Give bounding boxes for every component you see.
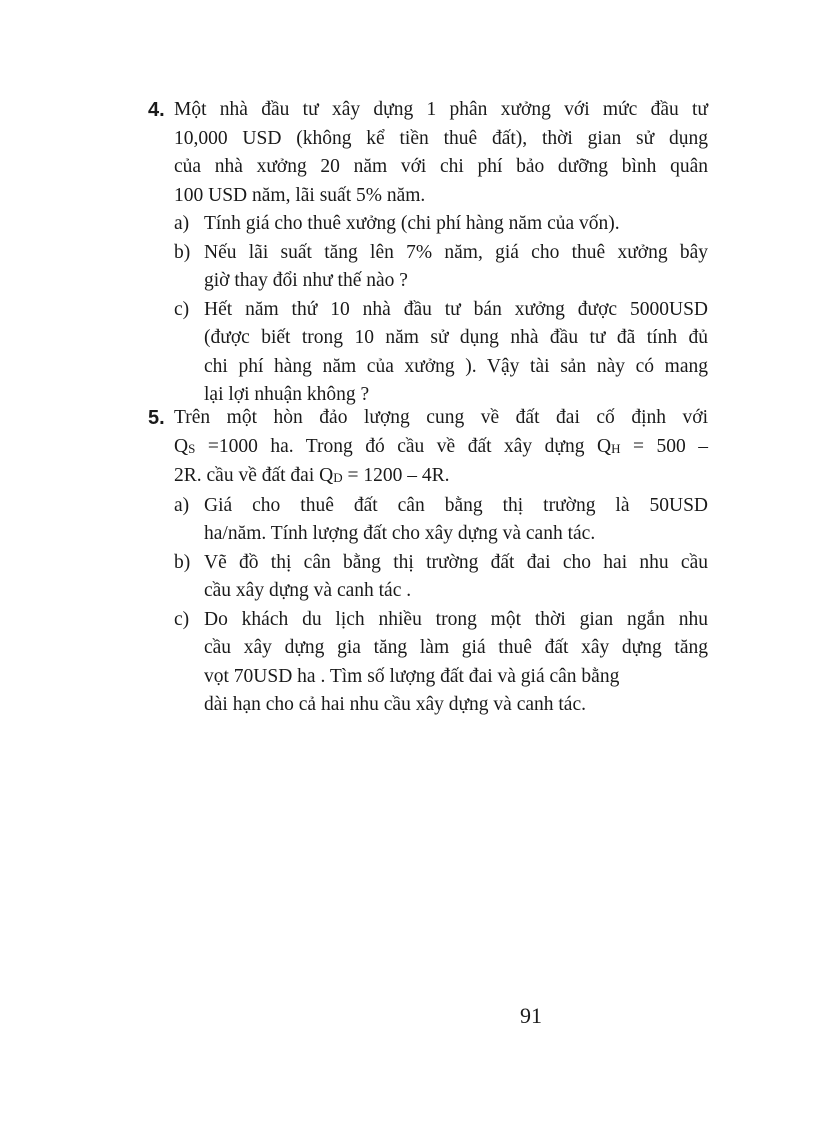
text-line: (được biết trong 10 năm sử dụng nhà đầu tư đã tính đủ xyxy=(204,327,708,348)
text-line: Vẽ đồ thị cân bằng thị trường đất đai cho hai nhu cầu xyxy=(204,551,708,573)
text-line: của nhà xưởng 20 năm với chi phí bảo dưỡng bình quân xyxy=(174,156,708,177)
text-line: dài hạn cho cả hai nhu cầu xây dựng và canh tác. xyxy=(204,694,586,715)
text-line: lại lợi nhuận không ? xyxy=(204,384,370,405)
problem-number: 5. xyxy=(148,407,165,429)
text-line: Tính giá cho thuê xưởng (chi phí hàng năm của vốn). xyxy=(204,213,620,234)
subscript-s: S xyxy=(188,440,196,456)
problem-5-statement xyxy=(148,404,708,492)
text-line: vọt 70USD ha . Tìm số lượng đất đai và giá cân bằng xyxy=(204,665,620,687)
part-label: c) xyxy=(174,298,190,320)
problem-4-part-a xyxy=(148,210,708,239)
text-line: cầu xây dựng gia tăng làm giá thuê đất xây dựng tăng xyxy=(204,637,708,658)
text-line: cầu xây dựng và canh tác . xyxy=(204,580,412,601)
subscript-d: D xyxy=(333,470,343,485)
part-label: b) xyxy=(174,551,191,573)
problem-4-statement xyxy=(148,96,708,210)
problem-5-part-a xyxy=(148,492,708,549)
text-line: Do khách du lịch nhiều trong một thời gian ngắn nhu xyxy=(204,608,708,630)
page-number: 91 xyxy=(520,1003,542,1028)
text-line: Hết năm thứ 10 nhà đầu tư bán xưởng được 5000USD xyxy=(204,298,708,320)
text-fragment: Q xyxy=(174,435,189,457)
text-line: 10,000 USD (không kể tiền thuê đất), thời gian sử dụng xyxy=(174,127,708,149)
part-label: c) xyxy=(174,608,190,630)
problem-5 xyxy=(148,404,708,720)
subscript-h: H xyxy=(611,440,621,456)
text-fragment: = 500 – xyxy=(620,435,708,457)
text-fragment: =1000 ha. Trong đó cầu về đất xây dựng Q xyxy=(195,435,612,457)
problem-4 xyxy=(148,96,708,410)
text-line: Giá cho thuê đất cân bằng thị trường là 50USD xyxy=(204,494,708,516)
text-fragment: 2R. cầu về đất đai Q xyxy=(174,465,334,486)
text-line: chi phí hàng năm của xưởng ). Vậy tài sản này có mang xyxy=(204,355,708,377)
part-label: b) xyxy=(174,241,191,263)
problem-5-part-c xyxy=(148,606,708,720)
text-line: Một nhà đầu tư xây dựng 1 phân xưởng với mức đầu tư xyxy=(174,99,708,120)
text-line: giờ thay đổi như thế nào ? xyxy=(204,270,408,291)
problem-number: 4. xyxy=(148,99,165,121)
problem-4-part-c xyxy=(148,296,708,410)
part-label: a) xyxy=(174,213,190,234)
part-label: a) xyxy=(174,494,190,516)
text-line: Nếu lãi suất tăng lên 7% năm, giá cho thuê xưởng bây xyxy=(204,241,708,263)
text-line: 100 USD năm, lãi suất 5% năm. xyxy=(174,184,426,206)
text-line xyxy=(174,433,708,463)
problem-5-part-b xyxy=(148,549,708,606)
text-line: Trên một hòn đảo lượng cung về đất đai cố định với xyxy=(174,407,708,428)
text-fragment: = 1200 – 4R. xyxy=(342,465,450,486)
text-line xyxy=(174,462,708,492)
problem-4-part-b xyxy=(148,239,708,296)
text-line: ha/năm. Tính lượng đất cho xây dựng và canh tác. xyxy=(204,523,596,544)
